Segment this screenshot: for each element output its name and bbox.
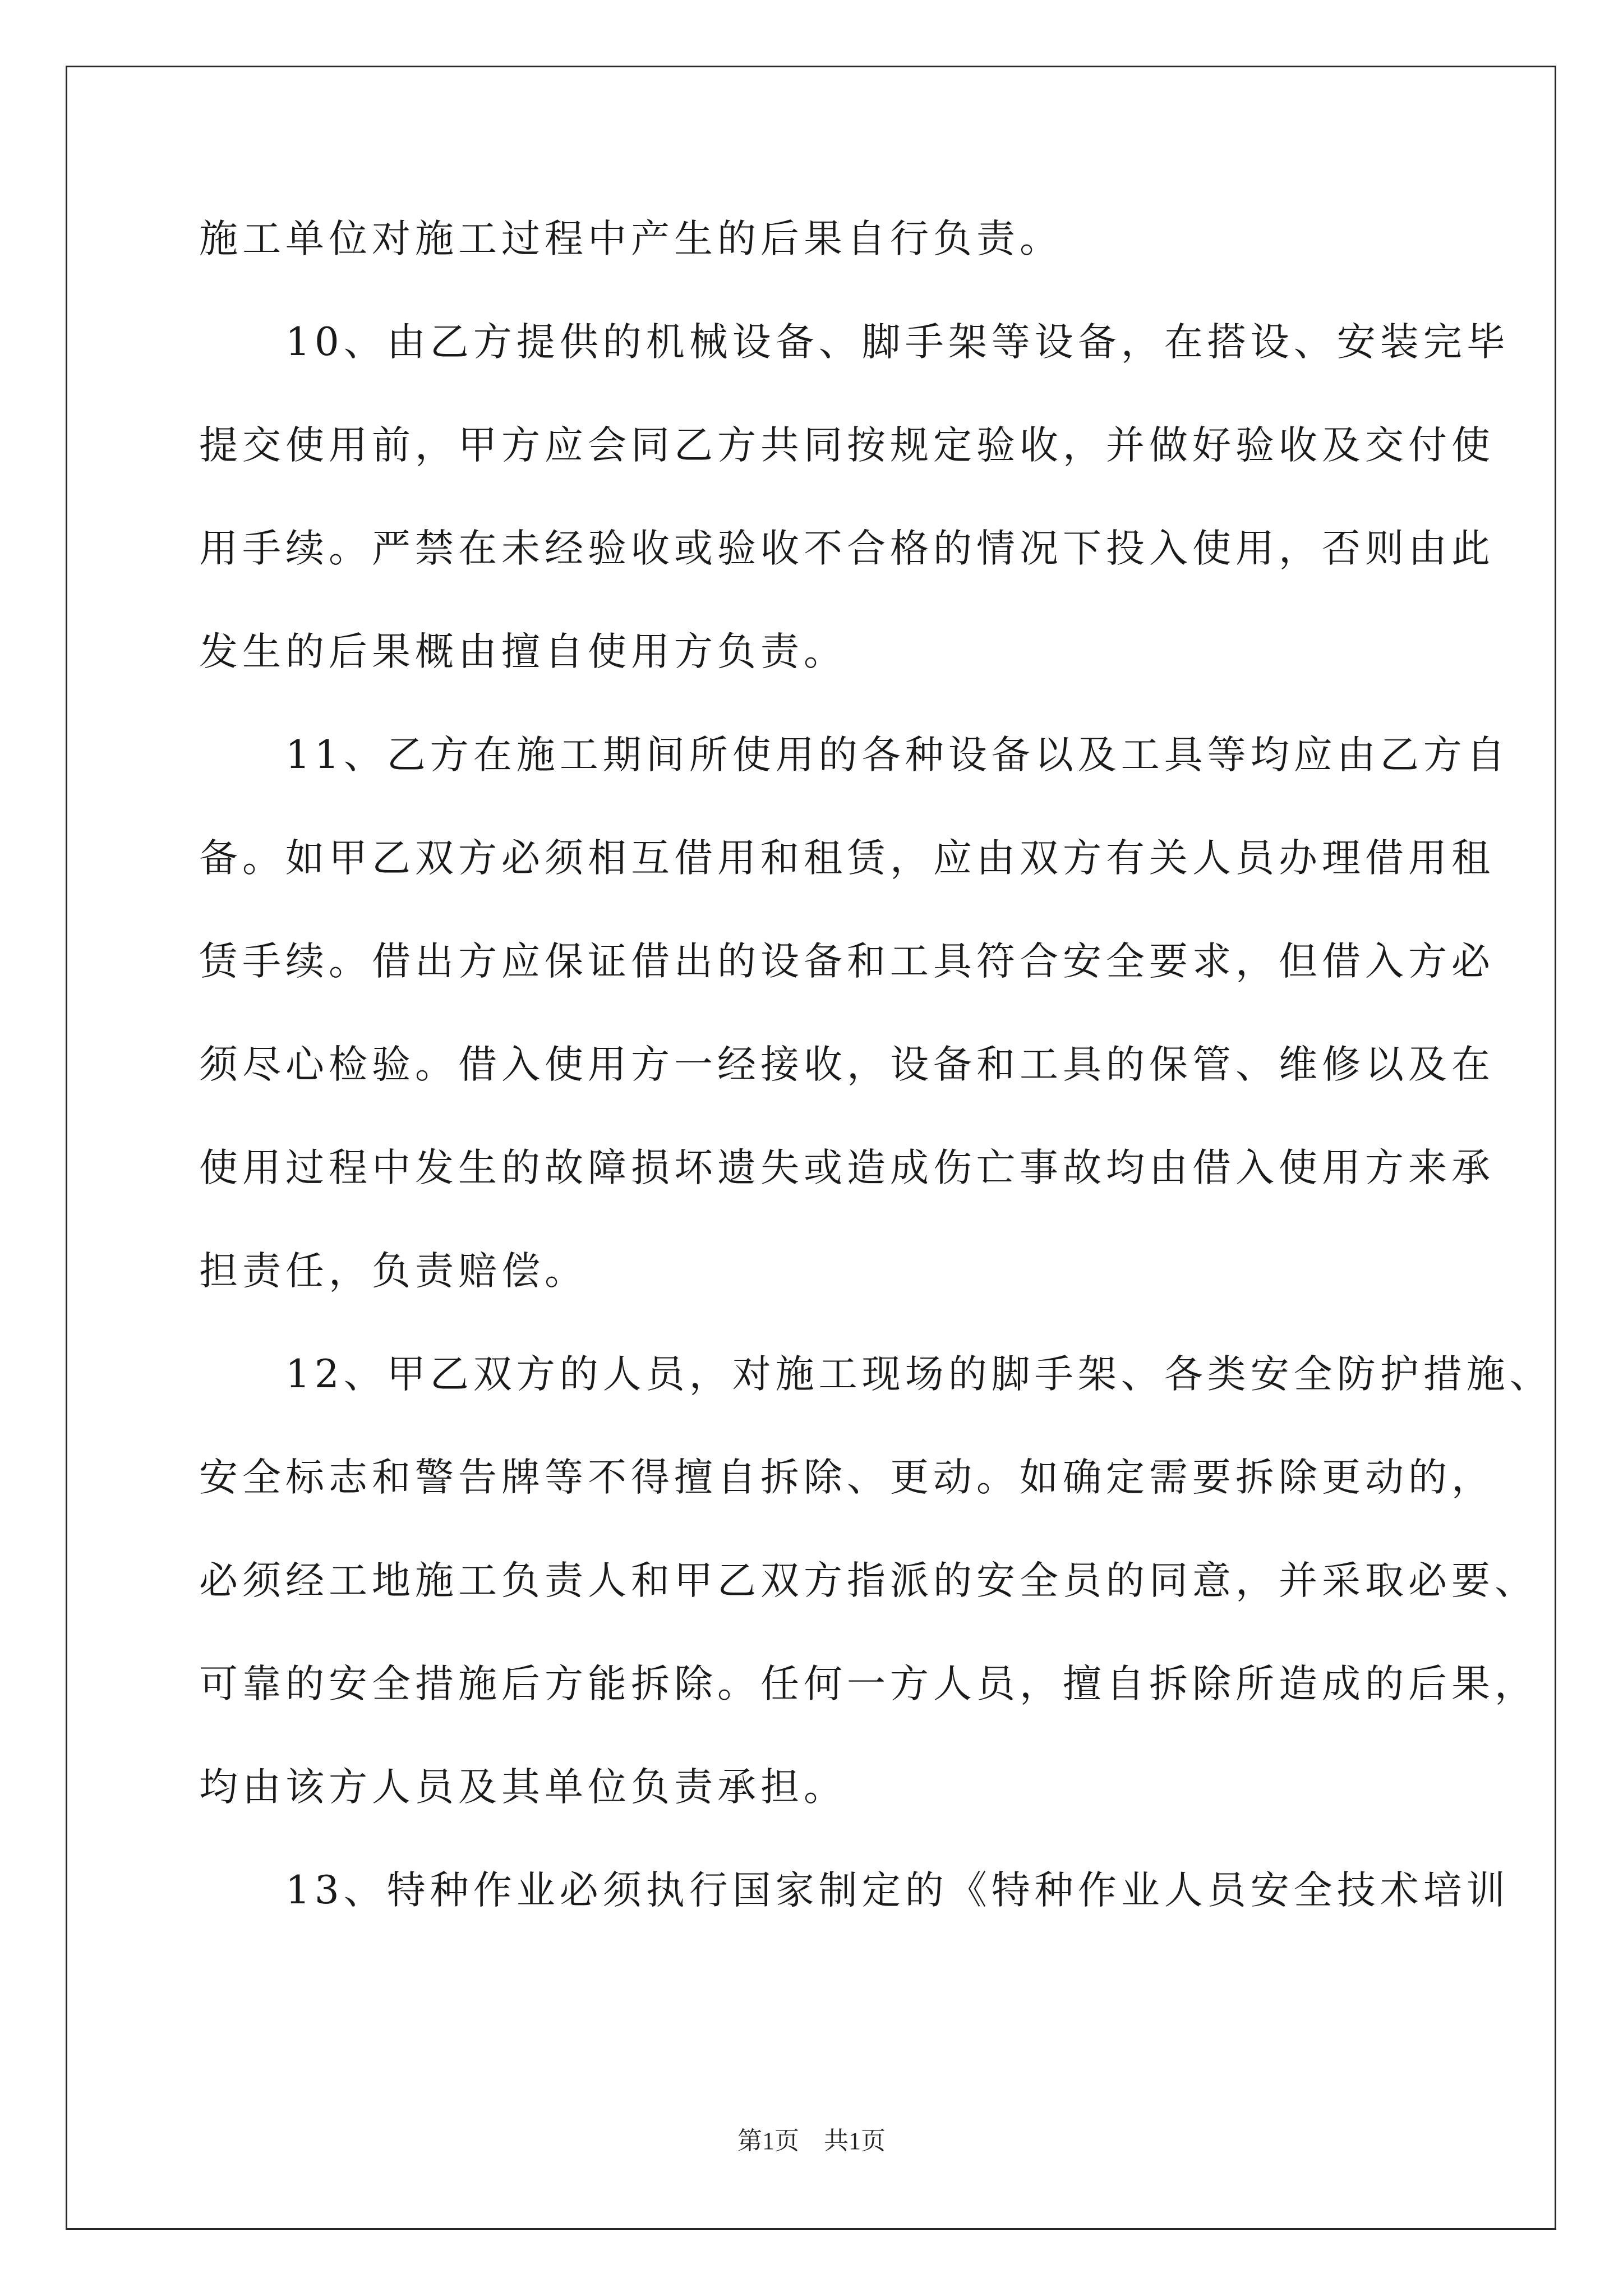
text-line: 均由该方人员及其单位负责承担。 <box>199 1765 847 1810</box>
text-line: 提交使用前，甲方应会同乙方共同按规定验收，并做好验收及交付使 <box>199 423 1495 468</box>
text-line: 使用过程中发生的故障损坏遗失或造成伤亡事故均由借入使用方来承 <box>199 1145 1495 1190</box>
text-line: 10、由乙方提供的机械设备、脚手架等设备，在搭设、安装完毕 <box>199 320 1510 365</box>
text-line: 备。如甲乙双方必须相互借用和租赁，应由双方有关人员办理借用租 <box>199 836 1495 881</box>
text-line: 可靠的安全措施后方能拆除。任何一方人员，擅自拆除所造成的后果， <box>199 1662 1538 1706</box>
text-line: 发生的后果概由擅自使用方负责。 <box>199 629 847 674</box>
text-line: 13、特种作业必须执行国家制定的《特种作业人员安全技术培训 <box>199 1868 1510 1913</box>
text-line: 安全标志和警告牌等不得擅自拆除、更动。如确定需要拆除更动的， <box>199 1455 1495 1500</box>
text-line: 担责任，负责赔偿。 <box>199 1249 588 1294</box>
text-line: 施工单位对施工过程中产生的后果自行负责。 <box>199 217 1063 261</box>
text-line: 赁手续。借出方应保证借出的设备和工具符合安全要求，但借入方必 <box>199 939 1495 984</box>
text-line: 必须经工地施工负责人和甲乙双方指派的安全员的同意，并采取必要、 <box>199 1558 1538 1603</box>
page-footer: 第1页 共1页 <box>737 2127 886 2155</box>
text-line: 用手续。严禁在未经验收或验收不合格的情况下投入使用，否则由此 <box>199 526 1495 571</box>
text-line: 须尽心检验。借入使用方一经接收，设备和工具的保管、维修以及在 <box>199 1042 1495 1087</box>
text-line: 12、甲乙双方的人员，对施工现场的脚手架、各类安全防护措施、 <box>199 1352 1553 1397</box>
text-line: 11、乙方在施工期间所使用的各种设备以及工具等均应由乙方自 <box>199 733 1510 777</box>
